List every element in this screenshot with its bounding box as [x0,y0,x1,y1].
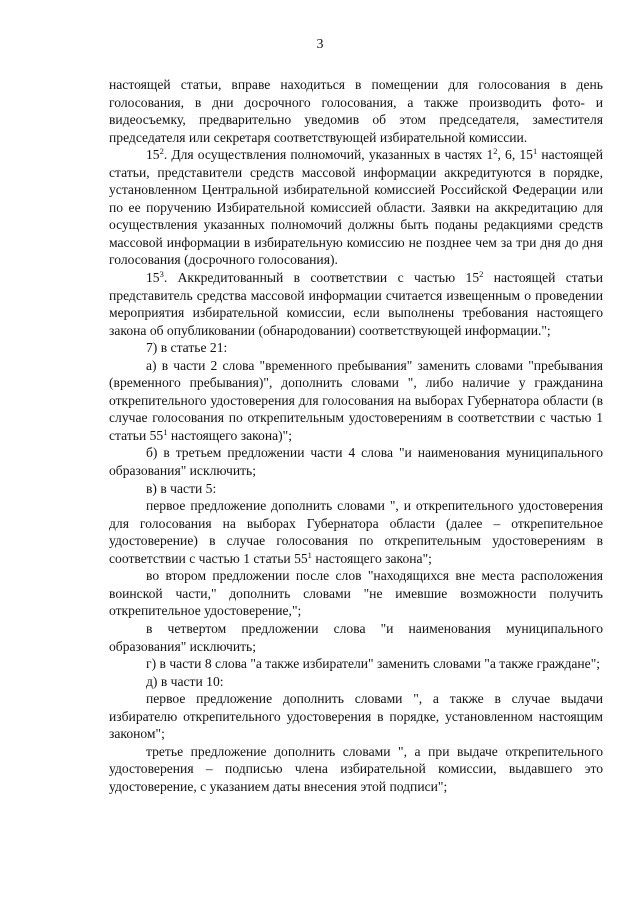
text-run: . Для осуществления полномочий, указанных в частях 1 [163,147,494,163]
text-run: а) в части 2 слова "временного пребывания" заменить словами "пребывания (временного пребывания)", дополнить словами ", либо наличие у гражданина открепительного удостоверения для голосования на выборах Губернатора области (в случае голосования по открепительным удостоверениям в соответствии с частью 1 статьи 55 [109,357,603,443]
paragraph [109,480,603,498]
paragraph [109,690,603,743]
page-number: 3 [316,37,324,52]
text-run: первое предложение дополнить словами ", а также в случае выдачи избирателю открепительного удостоверения в порядке, установленном настоящим законом"; [109,691,603,742]
text-run: б) в третьем предложении части 4 слова "и наименования муниципального образования" исключить; [109,445,603,479]
superscript-index: 3 [159,269,164,280]
text-run: в) в части 5: [146,480,217,496]
text-run: д) в части 10: [146,673,224,689]
superscript-index: 2 [493,146,498,157]
text-run: настоящей статьи, вправе находиться в помещении для голосования в день голосования, в дни досрочного голосования, а также производить фото- и видеосъемку, предварительно уведомив об этом председателя, заместителя председателя или секретаря соответствующей избирательной комиссии. [109,77,603,145]
superscript-index: 1 [532,146,538,157]
text-run: третье предложение дополнить словами ", а при выдаче открепительного удостоверения – подписью члена избирательной комиссии, выдавшего это удостоверение, с указанием даты внесения этой подписи"; [109,743,603,794]
paragraph [109,339,603,357]
superscript-index: 1 [307,549,312,560]
text-run: первое предложение дополнить словами ", и открепительного удостоверения для голосования на выборах Губернатора области (далее – открепительное удостоверение) в случае голосования по открепительным удостоверениям в соответствии с частью 1 статьи 55 [109,498,603,566]
text-run: г) в части 8 слова "а также избиратели" заменить словами "а также граждане"; [146,656,601,672]
text-run: в четвертом предложении слова "и наименования муниципального образования" исключить; [109,620,603,654]
text-run: 15 [146,270,160,286]
paragraph [109,76,603,146]
paragraph [109,673,603,691]
superscript-index: 1 [163,426,168,437]
paragraph [109,497,603,567]
paragraph [109,146,603,269]
text-run: . Аккредитованный в соответствии с частью 15 [163,270,480,286]
paragraph [109,567,603,620]
paragraph [109,269,603,339]
paragraph [109,743,603,796]
text-run: 7) в статье 21: [146,340,228,356]
paragraph [109,357,603,445]
superscript-index: 2 [479,269,484,280]
paragraph [109,655,603,673]
paragraph [109,620,603,655]
text-run: , 6, 15 [497,147,533,163]
paragraph [109,444,603,479]
text-run: настоящего закона"; [311,550,432,566]
text-run: настоящей статьи, представители средств массовой информации аккредитуются в порядке, установленном Центральной избирательной комиссией Российской Федерации или по ее поручению Избирательной комиссией области. Заявки на аккредитацию для осуществления указанных полномочий должны быть поданы редакциями средств массовой информации в избирательную комиссию не позднее чем за три дня до дня голосования (досрочного голосования). [109,147,603,268]
text-run: во втором предложении после слов "находящихся вне места расположения воинской части," дополнить словами "не имевшие возможности получить открепительное удостоверение,"; [109,568,603,619]
text-run: 15 [146,147,160,163]
superscript-index: 2 [159,146,164,157]
document-body [109,76,603,795]
text-run: настоящей статьи представитель средства массовой информации считается извещенным о проведении мероприятия избирательной комиссии, если выполнены требования настоящего закона об опубликовании (обнародовании) соответствующей информации."; [109,270,603,338]
text-run: настоящего закона)"; [167,427,292,443]
